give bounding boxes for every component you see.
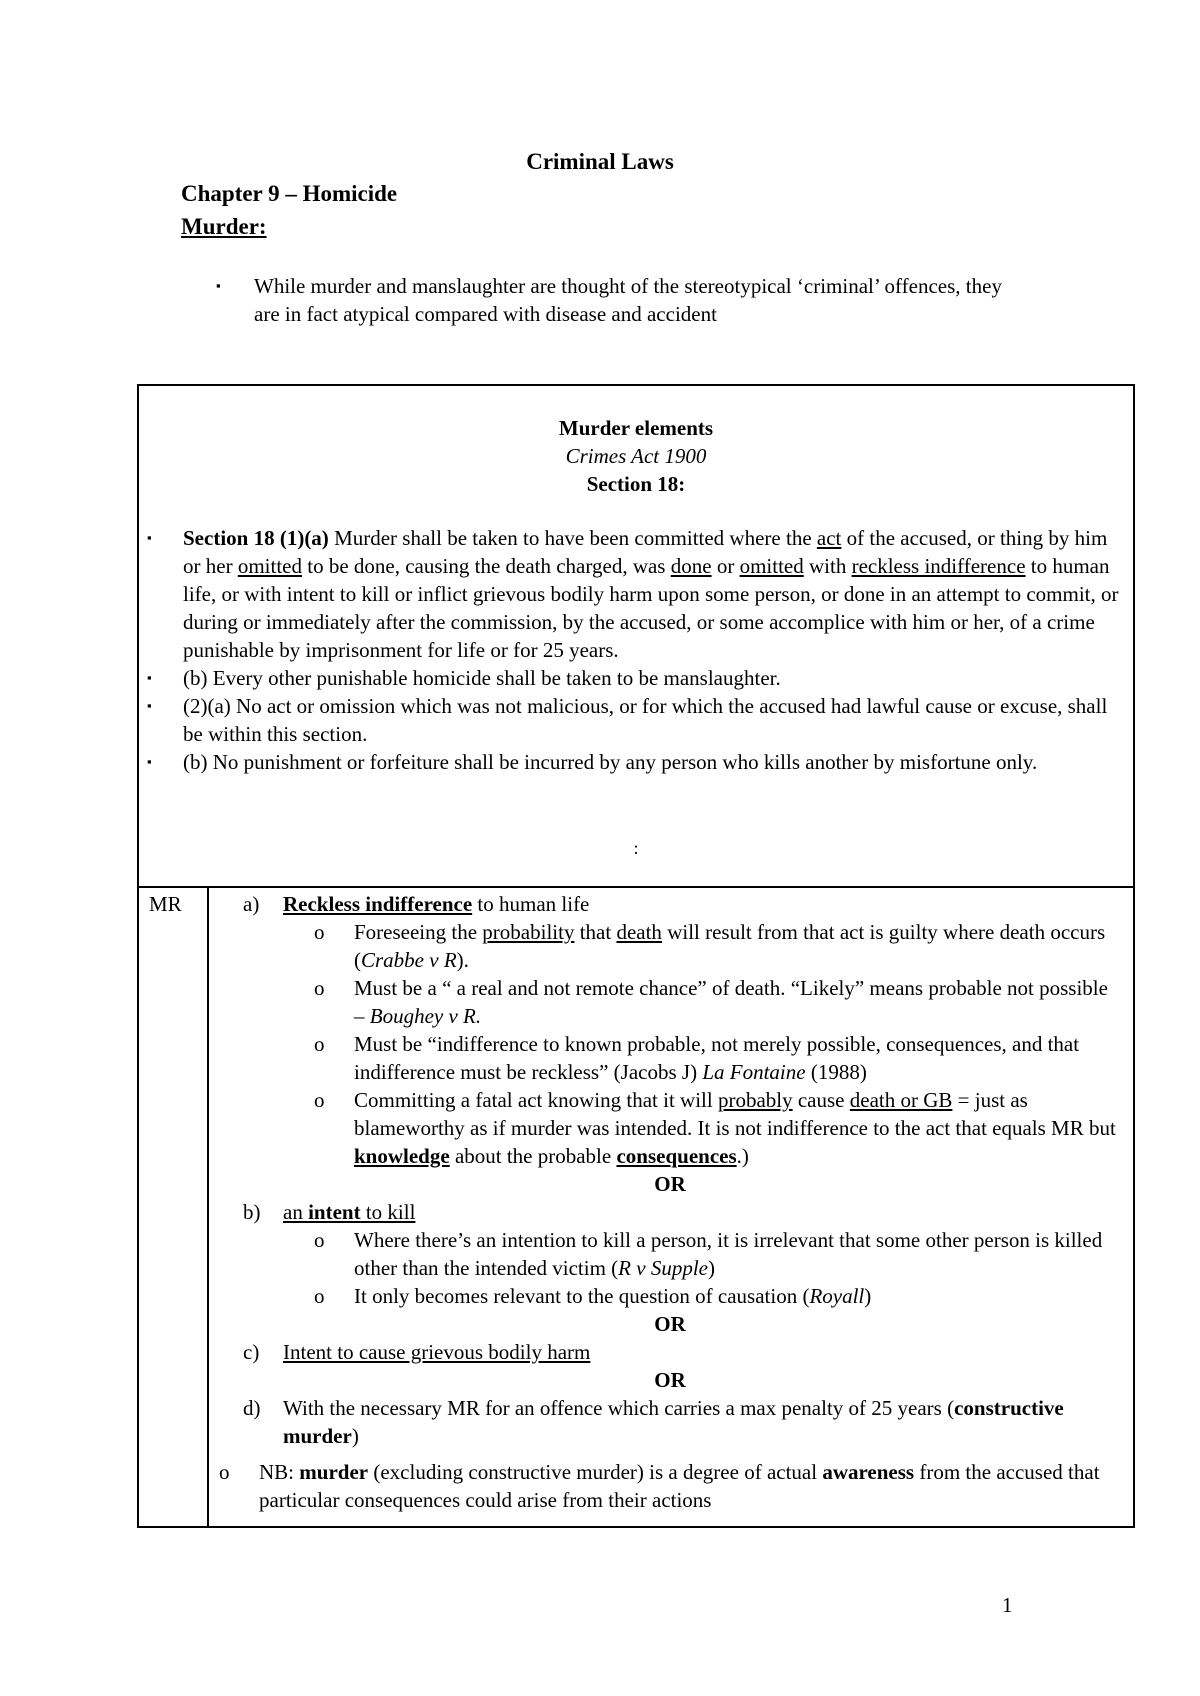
- underlined-term: death or GB: [849, 1088, 953, 1112]
- clause-text: (b) No punishment or forfeiture shall be incurred by any person who kills another by misfortune only.: [183, 750, 1038, 774]
- murder-elements-table: [137, 384, 1135, 1528]
- section-18-list: [147, 524, 1127, 776]
- table-header: [139, 414, 1133, 498]
- circle-bullet-icon: o: [314, 1088, 325, 1112]
- item-text: cause: [792, 1088, 850, 1112]
- chapter-heading: Chapter 9 – Homicide: [181, 181, 398, 206]
- table-heading: Murder elements: [558, 416, 714, 440]
- clause-label: Section 18 (1)(a): [183, 526, 329, 550]
- bold-underlined-term: knowledge: [354, 1144, 450, 1168]
- square-bullet-icon: ▪: [147, 698, 152, 713]
- circle-bullet-icon: o: [314, 1228, 325, 1252]
- clause-text: (b) Every other punishable homicide shall be taken to be manslaughter.: [183, 666, 781, 690]
- list-item: [147, 524, 1127, 664]
- clause-text: Murder shall be taken to have been committed where the: [328, 526, 817, 550]
- item-text: (1988): [805, 1060, 867, 1084]
- underlined-term: probably: [717, 1088, 793, 1112]
- page-number: 1: [1002, 1593, 1013, 1617]
- act-name: Crimes Act 1900: [565, 444, 707, 468]
- underlined-term: act: [816, 526, 842, 550]
- row-divider: [139, 886, 1133, 888]
- item-text: Must be “indifference to known probable, not merely possible, consequences, and that indifference must be reckless” (Jacobs J): [354, 1032, 1080, 1084]
- list-item: [147, 748, 1127, 776]
- sub-item: [314, 974, 1123, 1030]
- circle-bullet-icon: o: [314, 1284, 325, 1308]
- bold-term: awareness: [822, 1460, 915, 1484]
- square-bullet-icon: ▪: [147, 670, 152, 685]
- underlined-term: reckless indifference: [851, 554, 1026, 578]
- item-text: Committing a fatal act knowing that it will: [354, 1088, 718, 1112]
- item-text: Must be a “ a real and not remote chance” of death. “Likely” means probable not possible –: [354, 976, 1108, 1028]
- sub-item: [314, 1030, 1123, 1086]
- underlined-term: an: [283, 1200, 309, 1224]
- underlined-term: death: [616, 920, 662, 944]
- square-bullet-icon: ▪: [147, 754, 152, 769]
- list-item-b: [243, 1198, 1123, 1226]
- case-name: Crabbe v R: [361, 948, 457, 972]
- intro-text: While murder and manslaughter are thought of the stereotypical ‘criminal’ offences, they are in fact atypical compared with disease and accident: [254, 274, 1002, 326]
- item-text: from the accused that particular consequences could arise from their actions: [259, 1460, 1100, 1512]
- list-marker: c): [243, 1340, 260, 1364]
- list-item-a: [243, 890, 1123, 918]
- item-text: It only becomes relevant to the question of causation (: [354, 1284, 810, 1308]
- item-text: NB:: [259, 1460, 300, 1484]
- mr-label: MR: [149, 892, 182, 916]
- circle-bullet-icon: o: [219, 1460, 230, 1484]
- bold-underlined-term: consequences: [616, 1144, 737, 1168]
- underlined-term: probability: [482, 920, 575, 944]
- item-text: .): [736, 1144, 749, 1168]
- square-bullet-icon: ▪: [216, 278, 221, 293]
- nb-note: [211, 1458, 1123, 1514]
- or-separator: OR: [654, 1312, 686, 1336]
- clause-text: to be done, causing the death charged, was: [301, 554, 671, 578]
- list-item-c: [243, 1338, 1123, 1366]
- list-marker: d): [243, 1396, 261, 1420]
- sub-item: [314, 1226, 1123, 1282]
- list-item: [147, 692, 1127, 748]
- case-name: R v Supple: [618, 1256, 708, 1280]
- case-name: Royall: [809, 1284, 865, 1308]
- list-marker: b): [243, 1200, 261, 1224]
- item-text: ).: [456, 948, 469, 972]
- section-heading: Murder:: [181, 214, 267, 239]
- case-name: Boughey v R.: [369, 1004, 482, 1028]
- bold-underlined-term: Reckless indifference: [283, 892, 473, 916]
- sub-item: [314, 918, 1123, 974]
- column-divider: [207, 886, 209, 1526]
- or-separator: OR: [654, 1172, 686, 1196]
- intro-bullet: [216, 272, 1020, 328]
- item-text: With the necessary MR for an offence which carries a max penalty of 25 years (: [283, 1396, 955, 1420]
- underlined-term: to kill: [360, 1200, 416, 1224]
- item-text: ): [707, 1256, 715, 1280]
- bold-term: constructive murder: [283, 1396, 1064, 1448]
- item-text: Foreseeing the: [354, 920, 483, 944]
- underlined-term: omitted: [237, 554, 302, 578]
- underlined-term: omitted: [739, 554, 804, 578]
- item-text: about the probable: [449, 1144, 617, 1168]
- item-text: will result from that act is guilty where death occurs (: [354, 920, 1106, 972]
- clause-text: with: [803, 554, 852, 578]
- sub-item: [314, 1282, 1123, 1310]
- clause-text: of the accused, or thing by him or her: [183, 526, 1108, 578]
- circle-bullet-icon: o: [314, 976, 325, 1000]
- case-name: La Fontaine: [702, 1060, 806, 1084]
- list-item-d: [243, 1394, 1123, 1450]
- square-bullet-icon: ▪: [147, 530, 152, 545]
- item-text: = just as blameworthy as if murder was intended. It is not indifference to the act that equals MR but: [354, 1088, 1116, 1140]
- list-marker: a): [243, 892, 260, 916]
- list-item: [147, 664, 1127, 692]
- bold-term: murder: [299, 1460, 369, 1484]
- underlined-term: done: [670, 554, 712, 578]
- section-label: Section 18:: [586, 472, 686, 496]
- circle-bullet-icon: o: [314, 920, 325, 944]
- colon-mark: :: [633, 838, 639, 858]
- item-text: ): [351, 1424, 359, 1448]
- underlined-term: Intent to cause grievous bodily harm: [283, 1340, 591, 1364]
- clause-text: (2)(a) No act or omission which was not malicious, or for which the accused had lawful cause or excuse, shall be within this section.: [183, 694, 1108, 746]
- clause-text: to human life, or with intent to kill or inflict grievous bodily harm upon some person, or done in an attempt to commit, or during or immediately after the commission, by the accused, or some accomplice with him or her, of a crime punishable by imprisonment for life or for 25 years.: [183, 554, 1119, 662]
- clause-text: or: [711, 554, 740, 578]
- item-text: that: [574, 920, 617, 944]
- item-text: to human life: [472, 892, 590, 916]
- item-text: (excluding constructive murder) is a degree of actual: [368, 1460, 823, 1484]
- mr-content: [219, 890, 1123, 1514]
- circle-bullet-icon: o: [314, 1032, 325, 1056]
- document-title: Criminal Laws: [526, 149, 674, 174]
- item-text: ): [864, 1284, 872, 1308]
- sub-item: [314, 1086, 1123, 1170]
- item-text: Where there’s an intention to kill a person, it is irrelevant that some other person is killed other than the intended victim (: [354, 1228, 1103, 1280]
- or-separator: OR: [654, 1368, 686, 1392]
- bold-underlined-term: intent: [308, 1200, 361, 1224]
